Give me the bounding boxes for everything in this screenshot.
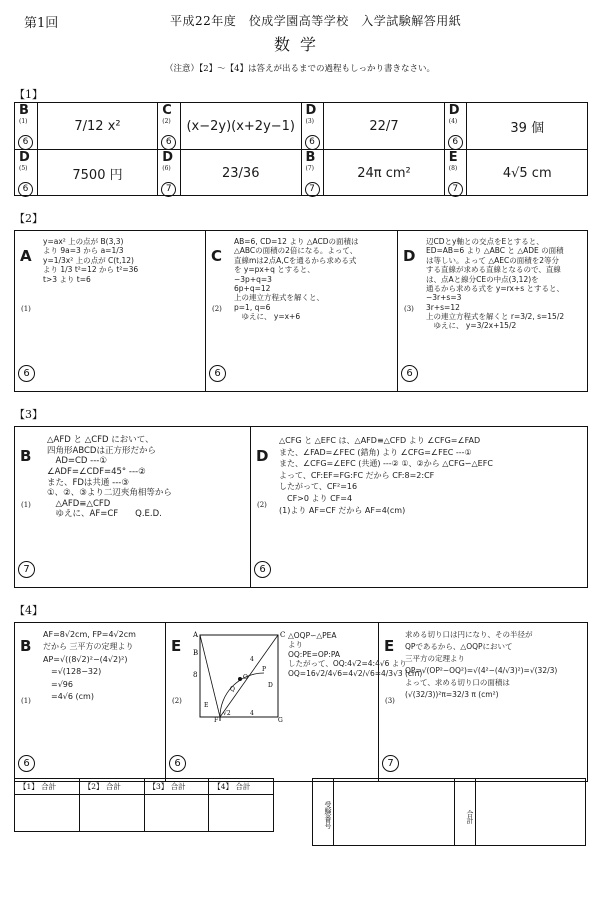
question-number: (4) [448, 118, 458, 125]
subject-title: 数学 [273, 35, 326, 54]
section-1-row [15, 103, 587, 150]
mark-cell [302, 150, 325, 196]
mark-cell [158, 103, 181, 149]
question-number: (2) [172, 697, 182, 705]
grade-mark: D [403, 247, 416, 265]
line-fc [220, 635, 278, 717]
total-1-label: 【1】 合計 [15, 779, 79, 795]
answer-work: 辺CDとy軸との交点をEとすると、 ED=AB=6 より △ABC と △ADE の面積 は等しい。よって △AECの面積を2等分 する直線が求める直線となるので、直線 は、点Aと線分CEの中点(3,12)を 通るから求める式を y=rx+s とすると、 −3r+s=3 3r+s=12 上の連立方程式を解くと r=3/2, s=15/2 ゆえに、 y=3/2x+15/2 [426, 237, 565, 331]
label-sqrt2: √2 [223, 710, 231, 717]
s3-q1 [15, 427, 251, 587]
label-4: 4 [250, 656, 254, 663]
answer-work: AB=6, CD=12 より △ACDの面積は △ABCの面積の2倍になる。よって、 直線mは2点A,Cを通るから求める式 を y=px+q とすると、 −3p+q=3 6p+q=12 上の連立方程式を解くと、 p=1, q=6 ゆえに、 y=x+6 [234, 237, 359, 321]
label-e: E [204, 702, 209, 709]
label-f: F [214, 717, 219, 723]
answer-work: y=ax² 上の点が B(3,3) より 9a=3 から a=1/3 y=1/3x² 上の点が C(t,12) より 1/3 t²=12 から t²=36 t>3 より t=6 [43, 237, 139, 284]
s4-q3 [379, 623, 587, 781]
question-number: (2) [162, 118, 171, 125]
grade-mark: B [305, 150, 316, 165]
score-mark: 7 [305, 176, 320, 197]
s2-q1 [15, 231, 206, 391]
s3-q2 [251, 427, 587, 587]
label-8: 8 [193, 671, 198, 679]
score-mark: 6 [18, 129, 33, 150]
total-2 [80, 779, 145, 831]
grade-mark: B [19, 103, 29, 118]
sheet-title: 平成22年度 佼成学園高等学校 入学試験解答用紙 [170, 14, 462, 28]
answer-cell: 4√5 cm [502, 165, 552, 181]
mark-cell [15, 103, 38, 149]
label-o: O [243, 674, 248, 681]
grade-mark: D [162, 150, 174, 165]
score-mark: 6 [18, 361, 35, 382]
s4-q2 [166, 623, 423, 781]
grade-mark: D [19, 150, 30, 165]
question-number: (1) [19, 118, 28, 125]
total-3 [145, 779, 210, 831]
cube-diagram [190, 627, 286, 723]
score-mark: 7 [382, 751, 399, 772]
total-4 [209, 779, 273, 831]
grade-mark: D [448, 103, 460, 118]
section-1-label: 【1】 [14, 88, 43, 101]
section-3-label: 【3】 [14, 408, 43, 421]
answer-cell: 23/36 [181, 150, 302, 196]
question-number: (6) [162, 165, 171, 172]
question-number: (5) [19, 165, 28, 172]
question-number: (7) [305, 165, 314, 172]
answer-work: △OQP∽△PEA より OQ:PE=OP:PA したがって、OQ:4√2=4:4√6 より OQ=16√2/4√6=4√2/√6=4/3√3 (cm) [288, 631, 423, 678]
question-number: (3) [305, 118, 314, 125]
mark-cell [15, 150, 38, 196]
answer-work: 求める切り口は円になり、その半径が QPであるから、△OQPにおいて 三平方の定理より QP=√(OP²−OQ²)=√(4²−(4/√3)²)=√(32/3) よって、求める切り口の面積は (√(32/3))²π=32/3 π (cm²) [405, 630, 558, 699]
grade-mark: E [448, 150, 458, 165]
grade-mark: D [305, 103, 317, 118]
grade-mark: C [162, 103, 172, 118]
answer-work: △CFG と △EFC は、△AFD≡△CFD より ∠CFG=∠FAD また、∠FAD=∠FEC (錯角) より ∠CFG=∠FEC ---① また、∠CFG=∠EFC (共通) ---② ①、②から △CFG∽△EFC よって、CF:EF=FG:FC だから CF:8=2:CF したがって、CF²=16 CF>0 より CF=4 (1)より AF=CF だから AF=4(cm) [279, 436, 493, 515]
question-number: (2) [212, 305, 222, 313]
mark-cell [445, 103, 468, 149]
label-d: D [268, 682, 273, 689]
answer-work: △AFD と △CFD において、 四角形ABCDは正方形だから AD=CD ---① ∠ADF=∠CDF=45° ---② また、FDは共通 ---③ ①、②、③より二辺夾角相等から △AFD≡△CFD ゆえに、AF=CF Q.E.D. [47, 435, 172, 520]
grand-total-label: 合計 [455, 779, 476, 845]
mark-cell [445, 150, 468, 196]
question-number: (3) [385, 697, 395, 705]
answer-cell: 39 個 [510, 120, 545, 136]
grade-mark: D [256, 447, 269, 465]
section-4-grid [14, 622, 588, 782]
s2-q3 [398, 231, 587, 391]
answer-cell: 24π cm² [324, 150, 445, 196]
score-mark: 6 [18, 751, 35, 772]
question-number: (1) [21, 697, 31, 705]
score-mark: 6 [254, 557, 271, 578]
question-number: (2) [257, 501, 267, 509]
label-g: G [278, 717, 283, 723]
section-totals [14, 778, 274, 832]
grade-mark: B [20, 637, 32, 655]
section-4-label: 【4】 [14, 604, 43, 617]
section-2-label: 【2】 [14, 212, 43, 225]
score-mark: 7 [18, 557, 35, 578]
point-o [238, 677, 242, 681]
question-number: (1) [21, 501, 31, 509]
cube-square [200, 635, 278, 717]
section-1-grid [14, 102, 588, 196]
instructions-note: （注意）【2】〜【4】は答えが出るまでの過程もしっかり書きなさい。 [164, 64, 436, 74]
answer-cell: 22/7 [324, 103, 445, 149]
label-b: B [193, 649, 199, 657]
exam-number-box [312, 778, 586, 846]
s2-q2 [206, 231, 398, 391]
exam-number-field[interactable] [334, 779, 455, 845]
mark-cell [302, 103, 325, 149]
s4-q1 [15, 623, 166, 781]
round-label: 第1回 [24, 16, 59, 31]
score-mark: 7 [448, 176, 463, 197]
total-2-label: 【2】 合計 [80, 779, 144, 795]
answer-cell: (x−2y)(x+2y−1) [181, 103, 302, 149]
section-1-row [15, 150, 587, 196]
total-1 [15, 779, 80, 831]
exam-number-label: 受験番号 [313, 779, 334, 845]
grade-mark: E [171, 637, 182, 655]
mark-cell [158, 150, 181, 196]
label-q: Q [230, 686, 235, 693]
grand-total-field[interactable] [476, 779, 585, 845]
question-number: (3) [404, 305, 414, 313]
label-4b: 4 [250, 710, 254, 717]
answer-cell: 7/12 x² [38, 103, 159, 149]
answer-work: AF=8√2cm, FP=4√2cm だから 三平方の定理より AP=√((8√2)²−(4√2)²) =√(128−32) =√96 =4√6 (cm) [43, 630, 136, 701]
section-3-grid [14, 426, 588, 588]
line-af [200, 635, 220, 717]
score-mark: 6 [169, 751, 186, 772]
grade-mark: B [20, 447, 32, 465]
score-mark: 6 [305, 129, 320, 150]
grade-mark: E [384, 637, 395, 655]
score-mark: 6 [448, 129, 463, 150]
question-number: (8) [448, 165, 458, 172]
section-2-grid [14, 230, 588, 392]
grade-mark: A [20, 247, 32, 265]
question-number: (1) [21, 305, 31, 313]
score-mark: 6 [401, 361, 418, 382]
label-p: P [262, 666, 267, 673]
label-a: A [193, 631, 199, 639]
total-3-label: 【3】 合計 [145, 779, 209, 795]
score-mark: 7 [161, 176, 176, 197]
total-4-label: 【4】 合計 [209, 779, 273, 795]
grade-mark: C [211, 247, 223, 265]
score-mark: 6 [161, 129, 176, 150]
score-mark: 6 [18, 176, 33, 197]
answer-cell: 7500 円 [38, 150, 159, 196]
score-mark: 6 [209, 361, 226, 382]
label-c: C [280, 631, 286, 639]
